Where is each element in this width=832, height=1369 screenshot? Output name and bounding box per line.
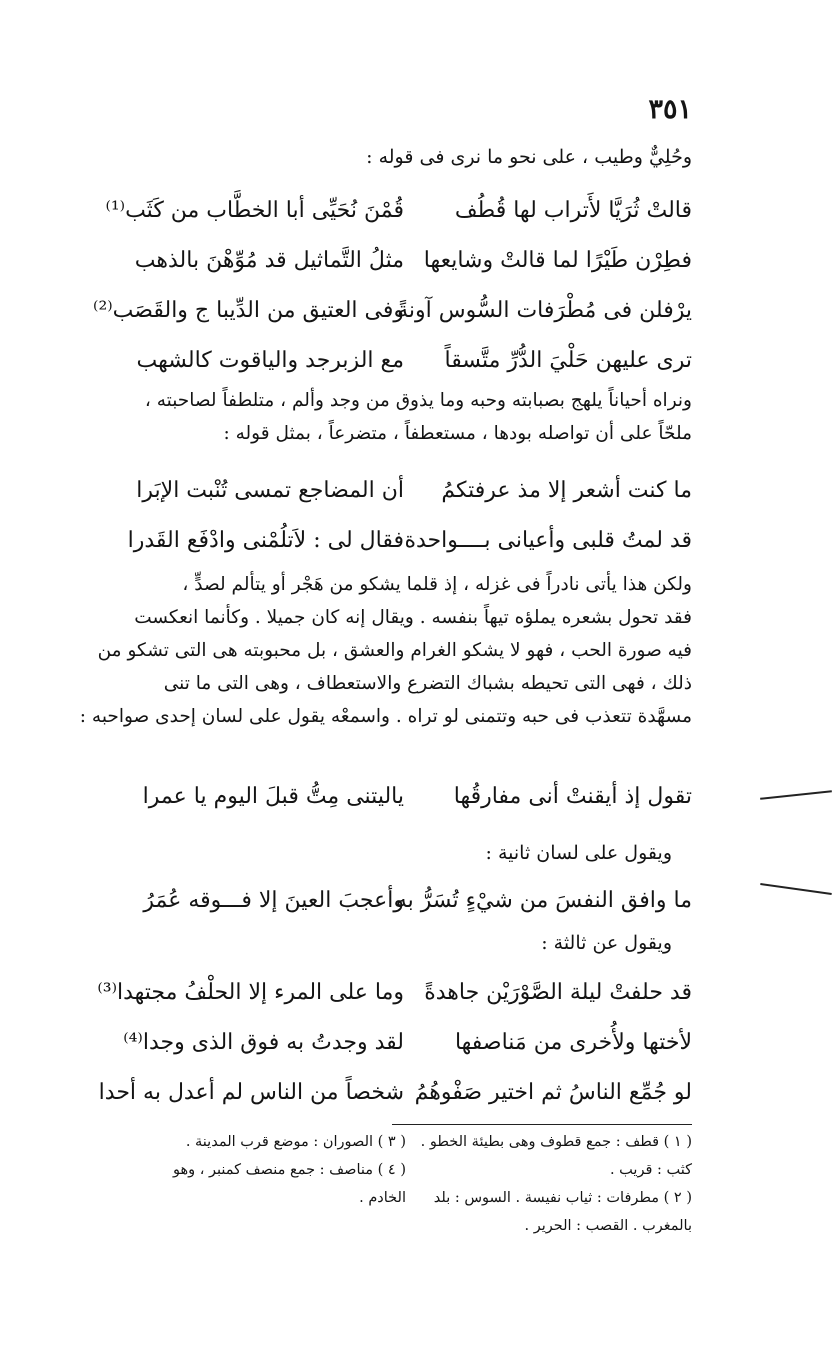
prose-line: فيه صورة الحب ، فهو لا يشكو الغرام والعشق ، بل محبوبته هى التى تشكو من (97, 640, 692, 661)
prose-line: مسهَّدة تتعذب فى حبه وتتمنى لو تراه . واسمعْه يقول على لسان إحدى صواحبه : (79, 706, 692, 727)
verse-hemistich-second: فقال لى : لاَتلُمْنى وادْفَع القَدرا (127, 528, 404, 553)
verse-hemistich-second: وأعجبَ العينَ إلا فـــوقه عُمَرُ (143, 888, 404, 913)
verse-hemistich-first: قالتْ ثُرَيَّا لأَتراب لها قُطُف (454, 198, 692, 223)
poem-4-verse (144, 876, 692, 926)
poem-3-verse (144, 772, 692, 822)
verse-hemistich-first: قد لمتُ قلبى وأعيانى بــــواحدة (404, 528, 692, 553)
page-number: ٣٥١ (648, 94, 692, 125)
footnote-line: بالمغرب . القصب : الحرير . (524, 1218, 692, 1234)
verse-hemistich-second: ياليتنى مِتُّ قبلَ اليوم يا عمرا (142, 784, 404, 809)
footnote-line: الخادم . (359, 1190, 406, 1206)
verse-hemistich-second: قُمْنَ نُحَيِّى أبا الخطَّاب من كَثَب⁽¹⁾ (105, 198, 404, 223)
prose-line: ملحّاً على أن تواصله بودها ، مستعطفاً ، متضرعاً ، بمثل قوله : (223, 423, 692, 444)
verse (97, 968, 692, 1018)
verse-hemistich-second: مثلُ التَّماثيل قد مُوِّهْنَ بالذهب (134, 248, 404, 273)
margin-pen-mark (760, 790, 832, 800)
prose-line: ولكن هذا يأتى نادراً فى غزله ، إذ قلما يشكو من هَجْر أو يتألم لصدٍّ ، (182, 574, 692, 595)
verse (136, 336, 692, 386)
footnote-line: ( ٤ ) مناصف : جمع منصف كمنبر ، وهو (172, 1162, 406, 1178)
verse (127, 516, 692, 566)
footnote-line: ( ٢ ) مطرفات : ثياب نفيسة . السوس : بلد (433, 1190, 692, 1206)
verse (136, 466, 692, 516)
footnote-rule (392, 1124, 692, 1125)
verse-hemistich-first: ترى عليهن حَلْيَ الدُّرِّ متَّسقاً (444, 348, 692, 373)
verse-hemistich-second: مع الزبرجد والياقوت كالشهب (136, 348, 404, 373)
footnote-line: كثب : قريب . (609, 1162, 692, 1178)
verse-hemistich-first: ما وافق النفسَ من شيْءٍ تُسَرُّ به (395, 888, 692, 913)
verse-hemistich-first: لأختها ولأُخرى من مَناصفها (454, 1030, 692, 1055)
verse (93, 286, 692, 336)
intro-line-2: ويقول على لسان ثانية : (485, 842, 672, 864)
verse (134, 236, 692, 286)
verse-hemistich-second: وفى العتيق من الدِّيبا ج والقَصَب⁽²⁾ (93, 298, 404, 323)
verse-hemistich-first: يرْفلن فى مُطْرَفات السُّوس آونةً (397, 298, 692, 323)
prose-line: ذلك ، فهى التى تحيطه بشباك التضرع والاستعطاف ، وهى التى ما تنى (163, 673, 692, 694)
prose-paragraph-2 (79, 568, 692, 733)
prose-line: فقد تحول بشعره يملؤه تيهاً بنفسه . ويقال إنه كان جميلا . وكأنما انعكست (134, 607, 692, 628)
margin-pen-mark (760, 883, 832, 895)
verse (123, 1018, 692, 1068)
verse-hemistich-second: أن المضاجع تمسى تُنْبت الإبَرا (136, 478, 404, 503)
intro-line-3: ويقول عن ثالثة : (541, 932, 672, 954)
verse-hemistich-first: لو جُمِّع الناسُ ثم اختير صَفْوهُمُ (414, 1080, 692, 1105)
verse-hemistich-first: ما كنت أشعر إلا مذ عرفتكمُ (441, 478, 692, 503)
verse (105, 186, 692, 236)
verse-hemistich-first: تقول إذ أيقنتْ أنى مفارقُها (453, 784, 692, 809)
verse-hemistich-first: قد حلفتْ ليلة الصَّوْرَيْن جاهدةً (424, 980, 692, 1005)
prose-paragraph-1 (144, 384, 692, 450)
verse-hemistich-first: فطِرْن طَيْرًا لما قالتْ وشايعها (423, 248, 692, 273)
footnote-line: ( ٣ ) الصوران : موضع قرب المدينة . (185, 1134, 406, 1150)
intro-line-1: وحُلِيٌّ وطيب ، على نحو ما نرى فى قوله : (366, 146, 692, 168)
verse (98, 1068, 692, 1118)
verse-hemistich-second: وما على المرء إلا الحلْفُ مجتهدا⁽³⁾ (97, 980, 404, 1005)
verse-hemistich-second: شخصاً من الناس لم أعدل به أحدا (98, 1080, 404, 1105)
prose-line: ونراه أحياناً يلهج بصبابته وحبه وما يذوق من وجد وألم ، متلطفاً لصاحبته ، (144, 390, 692, 411)
verse-hemistich-second: لقد وجدتُ به فوق الذى وجدا⁽⁴⁾ (123, 1030, 404, 1055)
footnote-line: ( ١ ) قطف : جمع قطوف وهى بطيئة الخطو . (420, 1134, 692, 1150)
